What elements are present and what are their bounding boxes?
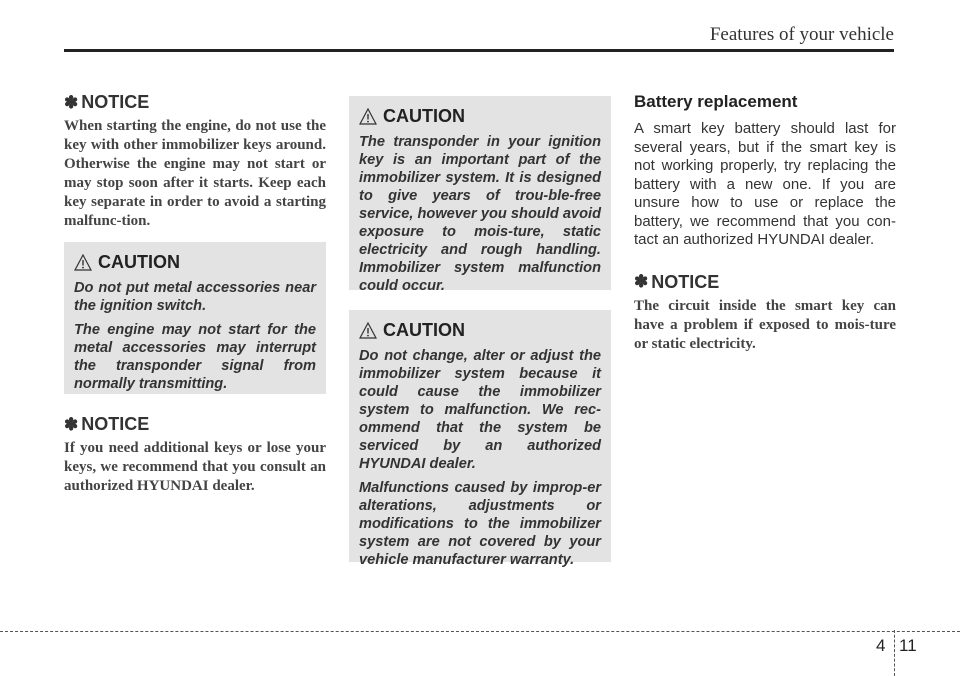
notice-star-icon: ✽ (634, 272, 649, 291)
caution-text: The engine may not start for the metal accessories may interrupt the transponder signal from normally transmitting. (74, 322, 316, 392)
notice-body: The circuit inside the smart key can have a problem if exposed to mois-ture or static electricity. (634, 297, 896, 352)
notice-star-icon: ✽ (64, 414, 79, 434)
chapter-number: 4 (876, 636, 886, 655)
section-title: Battery replacement (634, 92, 798, 111)
notice-heading-label: NOTICE (81, 414, 150, 434)
caution-text: Malfunctions caused by improp-er alterations, adjustments or modifications to the immobilizer system are not covered by your vehicle manufacturer warranty. (359, 480, 601, 568)
page-number: 11 (899, 636, 917, 655)
section-body: A smart key battery should last for several years, but if the smart key is not working properly, try replacing the battery with a new one. If you are unsure how to use or replace the battery, we recommend that you con-tact an authorized HYUNDAI dealer. (634, 120, 896, 248)
page-header-title: Features of your vehicle (709, 24, 894, 45)
notice-body: If you need additional keys or lose your keys, we recommend that you consult an authorized HYUNDAI dealer. (64, 440, 326, 494)
notice-heading (64, 92, 326, 113)
caution-heading-label: CAUTION (383, 106, 465, 126)
notice-body: When starting the engine, do not use the key with other immobilizer keys around. Otherwise the engine may not start or may stop soon after it starts. Keep each key separate in order to avoid a starting malfunc-tion. (64, 118, 326, 229)
column-right (634, 92, 896, 354)
caution-box (349, 310, 611, 568)
caution-box (64, 242, 326, 394)
caution-heading (359, 106, 601, 127)
header-rule (64, 49, 894, 52)
column-middle (349, 96, 611, 568)
notice-heading (634, 272, 896, 293)
warning-triangle-icon (359, 108, 377, 125)
notice-heading-label: NOTICE (651, 271, 720, 292)
footer-rule (0, 631, 960, 632)
caution-text: The transponder in your ignition key is an important part of the immobilizer system. It is designed to give years of trou-ble-free service, however you should avoid exposure to mois-ture, static electricity and rough handling. Immobilizer system malfunction could occur. (359, 134, 601, 294)
warning-triangle-icon (74, 254, 92, 271)
footer-divider (894, 630, 895, 676)
caution-heading-label: CAUTION (383, 320, 465, 340)
caution-heading (359, 320, 601, 341)
column-left (64, 92, 326, 496)
caution-text: Do not change, alter or adjust the immobilizer system because it could cause the immobilizer system to malfunction. We rec-ommend that the system be serviced by an authorized HYUNDAI dealer. (359, 348, 601, 472)
notice-star-icon: ✽ (64, 92, 79, 112)
notice-heading (64, 414, 326, 435)
notice-heading-label: NOTICE (81, 92, 150, 112)
caution-heading (74, 252, 316, 273)
caution-text: Do not put metal accessories near the ignition switch. (74, 280, 316, 314)
caution-heading-label: CAUTION (98, 252, 180, 272)
warning-triangle-icon (359, 322, 377, 339)
caution-box (349, 96, 611, 294)
